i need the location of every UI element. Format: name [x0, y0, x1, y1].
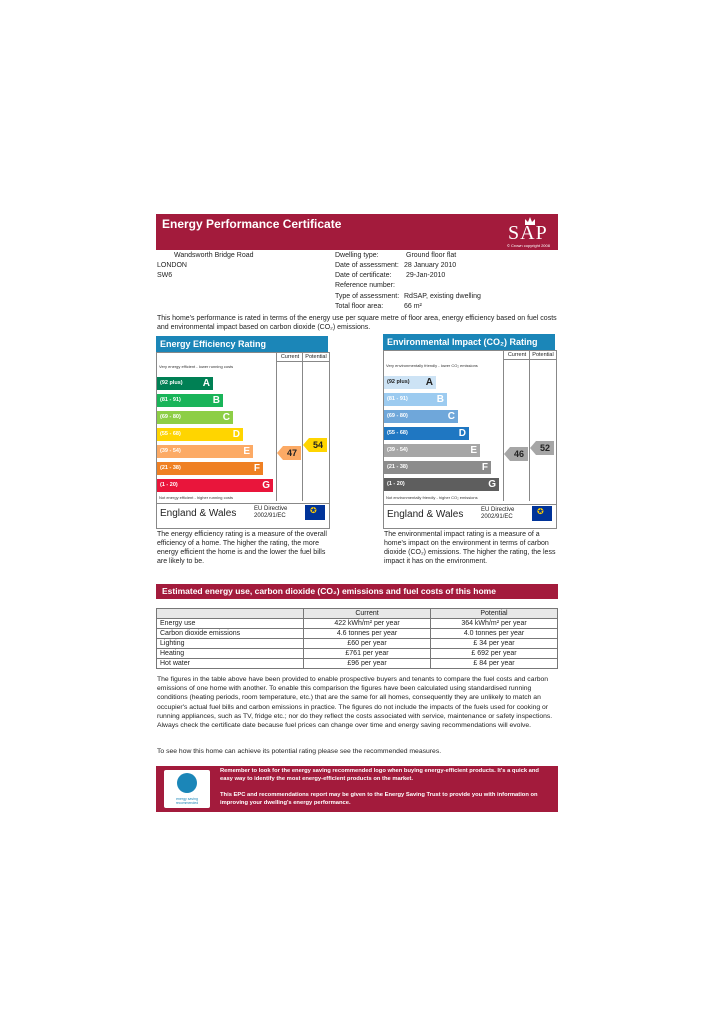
row-label: Carbon dioxide emissions	[157, 629, 304, 639]
efficiency-panel-title: Energy Efficiency Rating	[156, 336, 328, 352]
environmental-band-b	[384, 393, 447, 406]
environmental-band-e	[384, 444, 480, 457]
row-potential: £ 34 per year	[431, 639, 558, 649]
row-current: 422 kWh/m² per year	[304, 619, 431, 629]
explanation-text: The figures in the table above have been provided to enable prospective buyers and tenants to compare the fuel costs and carbon emissions of one home with another. To enable this comparison the figures have been calculated using standardised running conditions (heating periods, room temperature, etc.) that are the same for all homes, consequently they are unlikely to match an occupier's actual fuel bills and carbon emissions in practice. The figures do not include the impacts of the fuels used for cooking or running appliances, such as TV, fridge etc.; nor do they reflect the costs associated with service, maintenance or safety inspections. Always check the certificate date because fuel prices can change over time and energy saving recommendations will evolve.	[157, 676, 553, 730]
environmental-potential-value: 52	[539, 443, 550, 453]
efficiency-band-c	[157, 411, 233, 424]
table-row	[157, 619, 558, 629]
efficiency-bottom-note: Not energy efficient - higher running costs	[159, 495, 233, 500]
promo-line-1: Remember to look for the energy saving recommended logo when buying energy-efficient products. It's a quick and easy way to identify the most energy-efficient products on the market.	[220, 768, 539, 782]
band-range: (55 - 68)	[387, 430, 408, 436]
promo-line-2: This EPC and recommendations report may be given to the Energy Saving Trust to provide you with information on improving your dwelling's energy performance.	[220, 792, 538, 806]
efficiency-panel	[156, 352, 330, 529]
certificate-header	[156, 214, 558, 250]
environmental-band-d	[384, 427, 469, 440]
row-current: £60 per year	[304, 639, 431, 649]
detail-floor-area-value: 66 m²	[404, 303, 422, 310]
efficiency-band-f	[157, 462, 263, 475]
band-letter: D	[232, 429, 240, 440]
eu-flag-icon: ✪	[532, 506, 552, 521]
sap-logo-text: SAP	[508, 222, 548, 244]
band-letter: C	[447, 411, 455, 422]
band-range: (81 - 91)	[160, 397, 181, 403]
table-row	[157, 629, 558, 639]
table-row	[157, 639, 558, 649]
see-measures-text: To see how this home can achieve its potential rating please see the recommended measures.	[157, 748, 442, 755]
band-range: (92 plus)	[160, 380, 183, 386]
environmental-panel	[383, 350, 557, 529]
eu-flag-icon: ✪	[305, 505, 325, 520]
estimates-banner	[156, 584, 558, 599]
detail-assessment-type-value: RdSAP, existing dwelling	[404, 293, 481, 300]
efficiency-band-b	[157, 394, 223, 407]
row-potential: 364 kWh/m² per year	[431, 619, 558, 629]
environmental-current-value: 46	[513, 449, 524, 459]
detail-floor-area-label: Total floor area:	[335, 303, 384, 310]
row-label: Lighting	[157, 639, 304, 649]
detail-assessment-date-value: 28 January 2010	[404, 262, 457, 269]
efficiency-band-a	[157, 377, 213, 390]
efficiency-region: England & Wales	[160, 508, 237, 519]
efficiency-directive: EU Directive 2002/91/EC	[254, 506, 288, 519]
certificate-title: Energy Performance Certificate	[162, 217, 342, 231]
efficiency-divider-current	[276, 361, 277, 501]
band-letter: E	[243, 446, 250, 457]
band-letter: E	[470, 445, 477, 456]
band-range: (1 - 20)	[387, 481, 405, 487]
detail-certificate-date-value: 29-Jan-2010	[406, 272, 446, 279]
detail-dwelling-type-value: Ground floor flat	[406, 252, 457, 259]
efficiency-col-potential: Potential	[302, 353, 329, 362]
table-header-current: Current	[304, 609, 431, 619]
band-range: (39 - 54)	[387, 447, 408, 453]
row-label: Heating	[157, 649, 304, 659]
band-range: (39 - 54)	[160, 448, 181, 454]
band-range: (69 - 80)	[160, 414, 181, 420]
environmental-divider-potential	[529, 359, 530, 501]
address-line-1: Wandsworth Bridge Road	[174, 252, 254, 259]
band-letter: B	[436, 394, 444, 405]
environmental-bottom-note: Not environmentally friendly - higher CO₂ emissions	[386, 495, 478, 500]
address-line-2: LONDON	[157, 262, 187, 269]
environmental-band-f	[384, 461, 491, 474]
table-header-row	[157, 609, 558, 619]
table-header-blank	[157, 609, 304, 619]
detail-assessment-type-label: Type of assessment:	[335, 293, 400, 300]
intro-text: This home's performance is rated in terms of the energy use per square metre of floor area, energy efficiency based on fuel costs and environmental impact based on carbon dioxide (CO₂) emissions.	[157, 315, 557, 331]
environmental-band-a	[384, 376, 436, 389]
efficiency-band-g	[157, 479, 273, 492]
band-letter: G	[262, 480, 270, 491]
efficiency-current-value: 47	[286, 448, 297, 458]
efficiency-divider-potential	[302, 361, 303, 501]
band-letter: A	[202, 378, 210, 389]
band-letter: D	[458, 428, 466, 439]
environmental-col-potential: Potential	[529, 351, 556, 360]
band-range: (92 plus)	[387, 379, 410, 385]
environmental-top-note: Very environmentally friendly - lower CO₂ emissions	[386, 363, 478, 368]
energy-saving-recommended-icon	[177, 773, 197, 793]
row-current: £96 per year	[304, 659, 431, 669]
row-potential: 4.0 tonnes per year	[431, 629, 558, 639]
environmental-panel-title: Environmental Impact (CO₂) Rating	[383, 334, 555, 350]
estimates-title: Estimated energy use, carbon dioxide (CO₂) emissions and fuel costs of this home	[162, 586, 496, 596]
efficiency-band-d	[157, 428, 243, 441]
row-current: £761 per year	[304, 649, 431, 659]
estimates-table	[156, 608, 558, 669]
detail-reference-label: Reference number:	[335, 282, 395, 289]
environmental-band-c	[384, 410, 458, 423]
band-range: (69 - 80)	[387, 413, 408, 419]
environmental-footer	[384, 504, 556, 523]
environmental-band-g	[384, 478, 499, 491]
row-potential: £ 84 per year	[431, 659, 558, 669]
band-letter: F	[481, 462, 488, 473]
sap-copyright: © Crown copyright 2008	[507, 243, 550, 248]
detail-certificate-date-label: Date of certificate:	[335, 272, 392, 279]
efficiency-top-note: Very energy efficient - lower running costs	[159, 364, 234, 369]
energy-saving-logo-caption: energy saving recommended	[175, 797, 199, 805]
table-row	[157, 649, 558, 659]
efficiency-footer	[157, 503, 329, 522]
energy-saving-logo	[164, 770, 210, 808]
efficiency-band-e	[157, 445, 253, 458]
band-letter: G	[488, 479, 496, 490]
table-row	[157, 659, 558, 669]
row-current: 4.6 tonnes per year	[304, 629, 431, 639]
energy-saving-promo	[156, 766, 558, 812]
environmental-directive: EU Directive 2002/91/EC	[481, 507, 515, 520]
row-potential: £ 692 per year	[431, 649, 558, 659]
environmental-divider-current	[503, 359, 504, 501]
efficiency-col-current: Current	[276, 353, 303, 362]
environmental-region: England & Wales	[387, 509, 464, 520]
band-letter: C	[222, 412, 230, 423]
band-range: (21 - 38)	[387, 464, 408, 470]
efficiency-description: The energy efficiency rating is a measure of the overall efficiency of a home. The higher the rating, the more energy efficient the home is and the lower the fuel bills are likely to be.	[157, 531, 327, 565]
environmental-col-current: Current	[503, 351, 530, 360]
detail-dwelling-type-label: Dwelling type:	[335, 252, 379, 259]
band-range: (1 - 20)	[160, 482, 178, 488]
band-letter: F	[253, 463, 260, 474]
environmental-description: The environmental impact rating is a measure of a home's impact on the environment in terms of carbon dioxide (CO₂) emissions. The higher the rating, the less impact it has on the environment.	[384, 531, 556, 565]
band-range: (55 - 68)	[160, 431, 181, 437]
band-letter: A	[425, 377, 433, 388]
efficiency-potential-value: 54	[312, 440, 323, 450]
table-header-potential: Potential	[431, 609, 558, 619]
band-range: (81 - 91)	[387, 396, 408, 402]
row-label: Energy use	[157, 619, 304, 629]
detail-assessment-date-label: Date of assessment:	[335, 262, 399, 269]
sap-logo	[502, 216, 556, 248]
band-letter: B	[212, 395, 220, 406]
row-label: Hot water	[157, 659, 304, 669]
address-line-3: SW6	[157, 272, 173, 279]
band-range: (21 - 38)	[160, 465, 181, 471]
